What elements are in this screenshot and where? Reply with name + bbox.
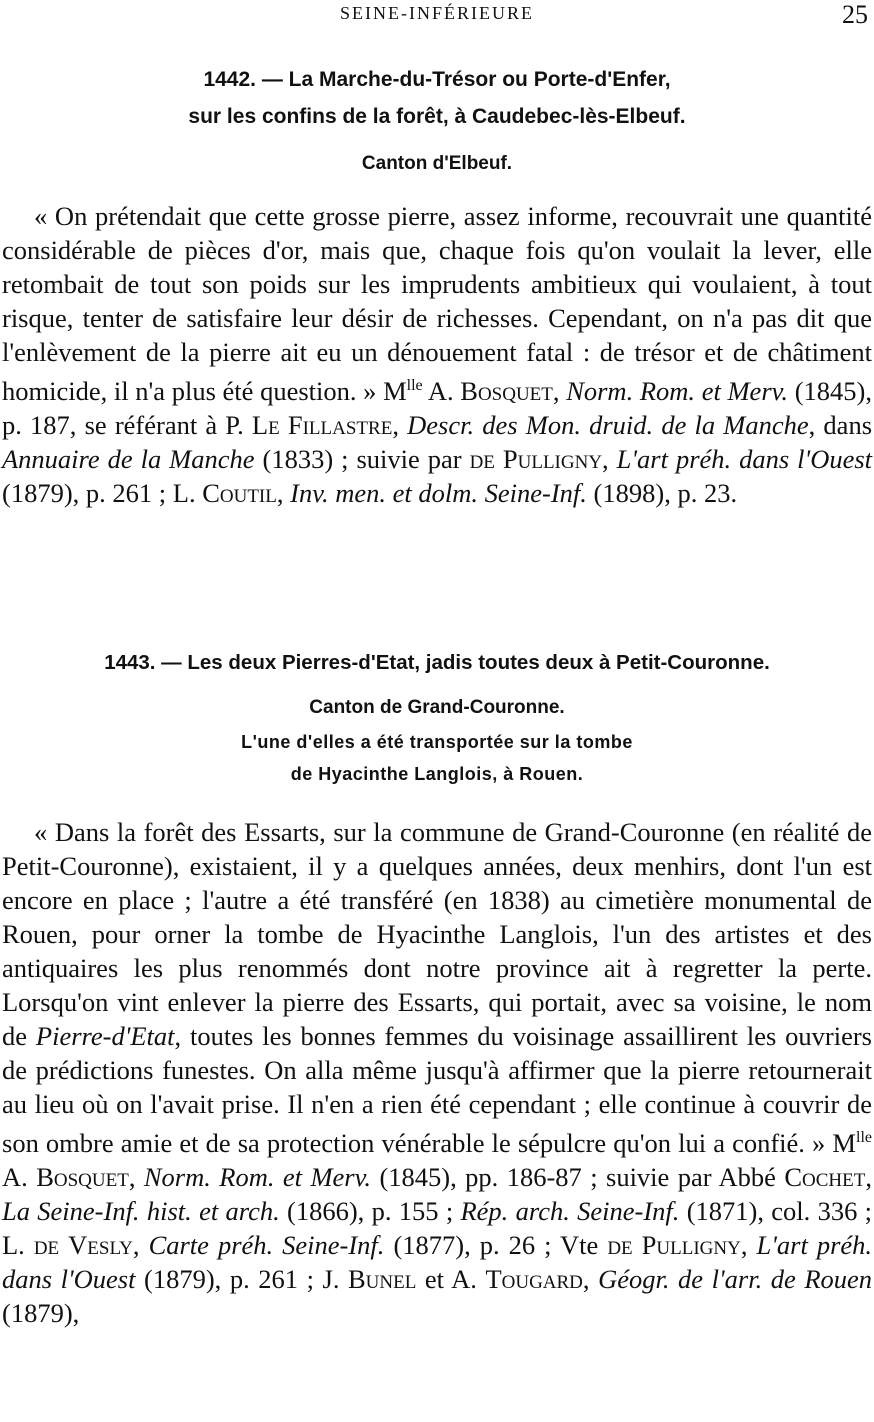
citation-title: Rép. arch. Seine-Inf.	[460, 1195, 680, 1226]
author-cochet: Cochet	[784, 1161, 866, 1192]
author-pulligny: Pulligny	[502, 443, 603, 474]
entry-1443-title: 1443. — Les deux Pierres-d'Etat, jadis toutes deux à Petit-Couronne.	[104, 651, 770, 674]
author-vesly: Vesly	[68, 1229, 133, 1260]
author-pulligny: Pulligny	[641, 1229, 741, 1260]
author-tougard: Tougard	[485, 1263, 583, 1294]
author-fillastre: Fillastre	[287, 409, 393, 440]
citation-title: Descr. des Mon. druid. de la Manche	[407, 409, 809, 440]
author-bosquet: Bosquet	[460, 375, 553, 406]
entry-1442-title-line-1: 1442. — La Marche-du-Trésor ou Porte-d'Enfer,	[203, 68, 671, 91]
page-number: 25	[842, 0, 868, 29]
citation-title: La Seine-Inf. hist. et arch.	[2, 1195, 280, 1226]
running-head: SEINE-INFÉRIEURE	[340, 3, 534, 23]
entry-1443-canton: Canton de Grand-Couronne.	[309, 697, 565, 718]
citation-title: L'art préh. dans l'Ouest	[2, 1229, 873, 1294]
entry-1442-quote: « On prétendait que cette grosse pierre, assez informe, recouvrait une quantité considérable de pièces d'or, mais que, chaque fois qu'on voulait la lever, elle retombait de tout son poids sur les imprudents ambitieux qui voulaient, à tout risque, tenter de satisfaire leur désir de richesses. Cependant, on n'a pas dit que l'enlèvement de la pierre ait eu un dénouement fatal : de trésor et de châtiment homicide, il n'a plus été question. »	[2, 201, 872, 406]
citation-title: Norm. Rom. et Merv.	[143, 1161, 372, 1192]
entry-1443-body: « Dans la forêt des Essarts, sur la commune de Grand-Couronne (en réalité de Petit-Couronne), existaient, il y a quelques années, deux menhirs, dont l'un est encore en place ; l'autre a été transféré (en 1838) au cimetière monumental de Rouen, pour orner la tombe de Hyacinthe Langlois, l'un des artistes et des antiquaires les plus renommés dont notre province ait à regretter la perte. Lorsqu'on vint enlever la pierre des Essarts, qui portait, avec sa voisine, le nom de Pierre-d'Etat, toutes les bonnes femmes du voisinage assaillirent les ouvriers de prédictions funestes. On alla même jusqu'à affirmer que la pierre retournerait au lieu où on l'avait prise. Il n'en a rien été cependant ; elle continue à couvrir de son ombre amie et de sa protection vénérable le sépulcre qu'on lui a confié. » $M^{lle}$ A. Bosquet, Norm. Rom. et Merv. (1845), pp. 186-87 ; suivie par Abbé Cochet, La Seine-Inf. hist. et arch. (1866), p. 155 ; Rép. arch. Seine-Inf. (1871), col. 336 ; L. de Vesly, Carte préh. Seine-Inf. (1877), p. 26 ; Vte de Pulligny, L'art préh. dans l'Ouest (1879), p. 261 ; J. Bunel et A. Tougard, Géogr. de l'arr. de Rouen (1879),	[2, 817, 873, 1328]
entry-1442-canton: Canton d'Elbeuf.	[361, 153, 513, 174]
entry-1442-title-line-2: sur les confins de la forêt, à Caudebec-lès-Elbeuf.	[188, 105, 686, 128]
author-bunel: Bunel	[348, 1263, 417, 1294]
citation-title: Inv. men. et dolm. Seine-Inf.	[290, 477, 587, 508]
page-header	[0, 0, 874, 30]
entry-1443-quote: « Dans la forêt des Essarts, sur la commune de Grand-Couronne (en réalité de Petit-Couronne), existaient, il y a quelques années, deux menhirs, dont l'un est encore en place ; l'autre a été transféré (en 1838) au cimetière monumental de Rouen, pour orner la tombe de Hyacinthe Langlois, l'un des artistes et des antiquaires les plus renommés dont notre province ait à regretter la perte. Lorsqu'on vint enlever la pierre des Essarts, qui portait, avec sa voisine, le nom de	[2, 817, 872, 1051]
citation-title: Norm. Rom. et Merv.	[566, 375, 789, 406]
author-bosquet: Bosquet	[36, 1161, 129, 1192]
citation-title: Annuaire de la Manche	[2, 443, 255, 474]
entry-1443-note-line-2: de Hyacinthe Langlois, à Rouen.	[290, 764, 584, 784]
entry-1443-note-line-1: L'une d'elles a été transportée sur la tombe	[241, 732, 633, 752]
citation-title: Géogr. de l'arr. de Rouen	[598, 1263, 873, 1294]
author-coutil: Coutil	[202, 477, 277, 508]
citation-title: L'art préh. dans l'Ouest	[616, 443, 873, 474]
citation-title: Carte préh. Seine-Inf.	[148, 1229, 385, 1260]
entry-1442-body: « On prétendait que cette grosse pierre, assez informe, recouvrait une quantité considérable de pièces d'or, mais que, chaque fois qu'on voulait la lever, elle retombait de tout son poids sur les imprudents ambitieux qui voulaient, à tout risque, tenter de satisfaire leur désir de richesses. Cependant, on n'a pas dit que l'enlèvement de la pierre ait eu un dénouement fatal : de trésor et de châtiment homicide, il n'a plus été question. » $M^{lle}$ A. Bosquet, Norm. Rom. et Merv. (1845), p. 187, se référant à P. Le Fillastre, Descr. des Mon. druid. de la Manche, dans Annuaire de la Manche (1833) ; suivie par de Pulligny, L'art préh. dans l'Ouest (1879), p. 261 ; L. Coutil, Inv. men. et dolm. Seine-Inf. (1898), p. 23.	[2, 201, 873, 508]
